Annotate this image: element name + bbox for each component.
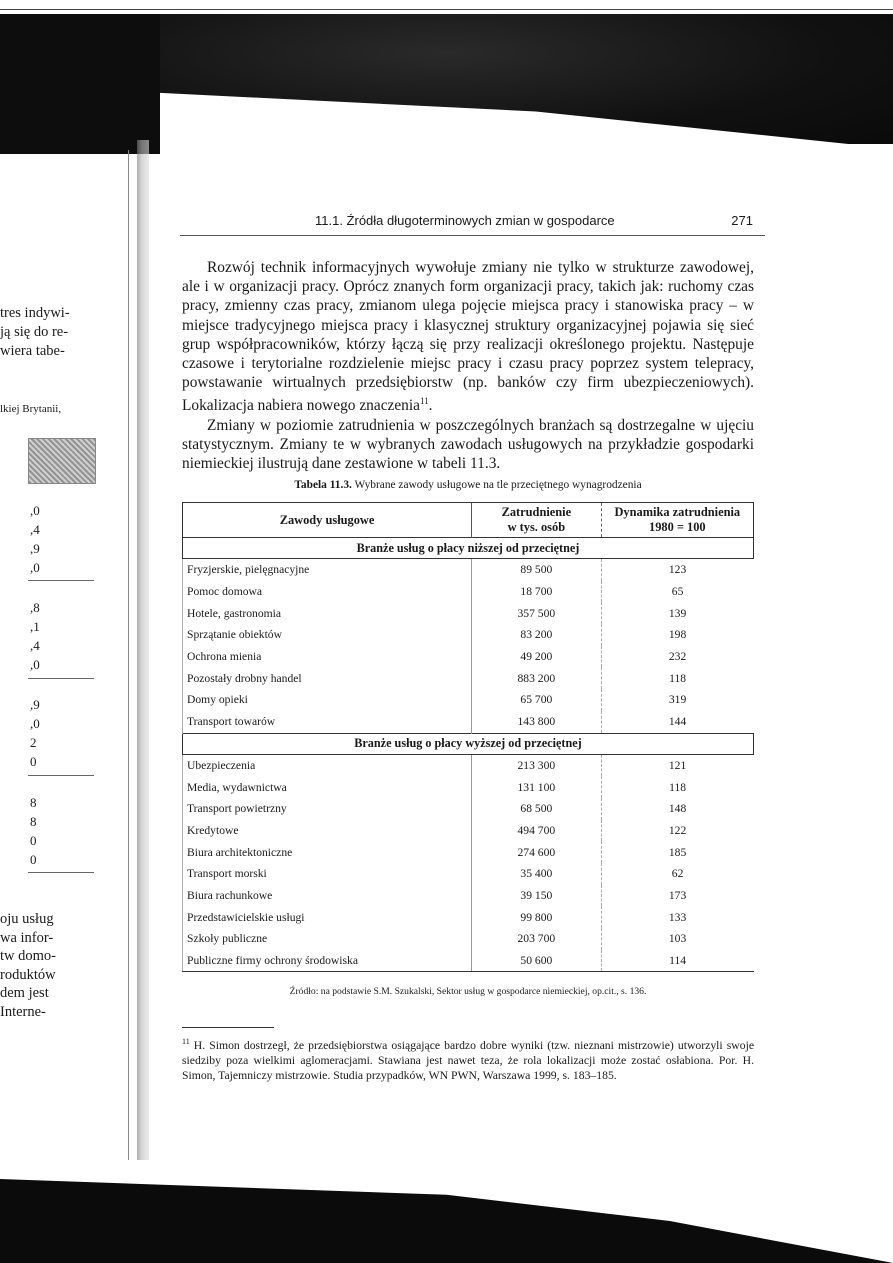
occupation-cell: Pozostały drobny handel <box>183 667 472 689</box>
employment-cell: 18 700 <box>472 581 602 603</box>
left-num: 8 <box>30 814 37 829</box>
left-num: ,9 <box>30 697 40 712</box>
employment-cell: 883 200 <box>472 667 602 689</box>
table-caption: Tabela 11.3. Wybrane zawody usługowe na tle przeciętnego wynagrodzenia <box>294 479 642 491</box>
occupation-cell: Ochrona mienia <box>183 646 472 668</box>
occupation-cell: Fryzjerskie, pielęgnacyjne <box>183 559 472 581</box>
paragraph-1: Rozwój technik informacyjnych wywołuje zmiany nie tylko w strukturze zawodowej, ale i w organizacji pracy. Oprócz znanych form organizacji pracy, takich jak: ruchomy czas pracy, zmienny czas pracy, zmianom ulega pojęcie miejsca pracy i stanowiska pracy – w miejsce tradycyjnego miejsca pracy i klasycznej struktury organizacyjnej pojawia się sieć grup współpracowników, którzy łączą się przy realizacji określonego projektu. Następuje czasowe i terytorialne rozdzielenie miejsc pracy i czasu pracy poprzez system telepracy, powstawanie wirtualnych przedsiębiorstw (np. banków czy firm ubezpieczeniowych). Lokalizacja nabiera nowego znaczenia$^{11}$. <box>182 259 754 415</box>
table-section-row <box>183 538 754 559</box>
header-dynamics: Dynamika zatrudnienia 1980 = 100 <box>601 503 753 538</box>
left-page-table-header <box>28 438 96 484</box>
left-divider <box>28 872 94 873</box>
occupation-cell: Transport towarów <box>183 711 472 733</box>
employment-cell: 274 600 <box>472 841 602 863</box>
table-row <box>183 885 754 907</box>
table-row <box>183 559 754 581</box>
occupation-cell: Transport morski <box>183 863 472 885</box>
scan-shadow-bottom <box>0 1158 893 1263</box>
left-num: ,0 <box>30 716 40 731</box>
occupation-cell: Przedstawicielskie usługi <box>183 906 472 928</box>
dynamics-cell: 121 <box>601 754 753 776</box>
employment-cell: 83 200 <box>472 624 602 646</box>
dynamics-cell: 123 <box>601 559 753 581</box>
scan-shadow-top-left <box>0 14 160 154</box>
table-row <box>183 667 754 689</box>
left-page-text-bottom: oju usług wa infor- tw domo- roduktów dem jest Interne- <box>0 911 56 1020</box>
left-divider <box>28 580 94 581</box>
left-divider <box>28 678 94 679</box>
table-row <box>183 711 754 733</box>
table-row <box>183 841 754 863</box>
occupation-cell: Kredytowe <box>183 820 472 842</box>
dynamics-cell: 122 <box>601 820 753 842</box>
table-row <box>183 581 754 603</box>
running-header <box>180 213 765 236</box>
footnote-ref: 11 <box>419 396 429 407</box>
dynamics-cell: 148 <box>601 798 753 820</box>
header-occupations: Zawody usługowe <box>183 503 472 538</box>
employment-cell: 143 800 <box>472 711 602 733</box>
page-number: 271 <box>731 213 753 228</box>
employment-cell: 65 700 <box>472 689 602 711</box>
employment-cell: 49 200 <box>472 646 602 668</box>
left-num: ,4 <box>30 638 40 653</box>
table-row <box>183 624 754 646</box>
left-num: ,1 <box>30 619 40 634</box>
table-row <box>183 950 754 972</box>
occupation-cell: Pomoc domowa <box>183 581 472 603</box>
table-row <box>183 754 754 776</box>
table-row <box>183 820 754 842</box>
dynamics-cell: 114 <box>601 950 753 972</box>
dynamics-cell: 173 <box>601 885 753 907</box>
dynamics-cell: 232 <box>601 646 753 668</box>
section-label: Branże usług o płacy niższej od przeciętnej <box>183 538 754 559</box>
employment-cell: 68 500 <box>472 798 602 820</box>
dynamics-cell: 198 <box>601 624 753 646</box>
section-label: Branże usług o płacy wyższej od przeciętnej <box>183 733 754 754</box>
employment-cell: 357 500 <box>472 602 602 624</box>
occupation-cell: Media, wydawnictwa <box>183 776 472 798</box>
table-row <box>183 689 754 711</box>
spine-line <box>128 150 129 1160</box>
employment-cell: 99 800 <box>472 906 602 928</box>
dynamics-cell: 319 <box>601 689 753 711</box>
left-num: ,0 <box>30 657 40 672</box>
dynamics-cell: 62 <box>601 863 753 885</box>
left-num: 8 <box>30 795 37 810</box>
occupation-cell: Ubezpieczenia <box>183 754 472 776</box>
footnote-rule <box>182 1027 274 1028</box>
services-table <box>182 502 754 972</box>
section-title: 11.1. Źródła długoterminowych zmian w gospodarce <box>315 213 615 228</box>
left-num: 0 <box>30 754 37 769</box>
table-row <box>183 776 754 798</box>
table-row <box>183 646 754 668</box>
left-num: ,4 <box>30 522 40 537</box>
left-num: 0 <box>30 852 37 867</box>
table-row <box>183 602 754 624</box>
left-num: ,9 <box>30 541 40 556</box>
body-text <box>182 258 754 473</box>
dynamics-cell: 185 <box>601 841 753 863</box>
occupation-cell: Biura architektoniczne <box>183 841 472 863</box>
occupation-cell: Szkoły publiczne <box>183 928 472 950</box>
left-num: 0 <box>30 833 37 848</box>
occupation-cell: Transport powietrzny <box>183 798 472 820</box>
employment-cell: 494 700 <box>472 820 602 842</box>
employment-cell: 213 300 <box>472 754 602 776</box>
dynamics-cell: 103 <box>601 928 753 950</box>
dynamics-cell: 144 <box>601 711 753 733</box>
dynamics-cell: 139 <box>601 602 753 624</box>
left-num: ,0 <box>30 560 40 575</box>
employment-cell: 203 700 <box>472 928 602 950</box>
dynamics-cell: 65 <box>601 581 753 603</box>
employment-cell: 39 150 <box>472 885 602 907</box>
footnote: $^{11}$ H. Simon dostrzegł, że przedsiębiorstwa osiągające bardzo dobre wyniki (tzw. nieznani mistrzowie) utworzyli swoje siedziby poza wielkimi aglomeracjami. Stawiana jest nawet teza, że rola lokalizacji może zostać osłabiona. Por. H. Simon, Tajemniczy mistrzowie. Studia przypadków, WN PWN, Warszawa 1999, s. 183–185. <box>182 1037 755 1082</box>
header-employment: Zatrudnienie w tys. osób <box>472 503 602 538</box>
book-spine-shadow <box>137 140 149 1160</box>
table-section-row <box>183 733 754 754</box>
left-num: ,8 <box>30 600 40 615</box>
employment-cell: 35 400 <box>472 863 602 885</box>
table-row <box>183 863 754 885</box>
scan-top-rule <box>0 9 893 10</box>
dynamics-cell: 133 <box>601 906 753 928</box>
table-row <box>183 906 754 928</box>
occupation-cell: Biura rachunkowe <box>183 885 472 907</box>
employment-cell: 50 600 <box>472 950 602 972</box>
table-row <box>183 928 754 950</box>
employment-cell: 89 500 <box>472 559 602 581</box>
table-row <box>183 798 754 820</box>
table-source: Źródło: na podstawie S.M. Szukalski, Sektor usług w gospodarce niemieckiej, op.cit., s. 136. <box>289 986 647 997</box>
left-page-note: lkiej Brytanii, <box>0 403 62 415</box>
dynamics-cell: 118 <box>601 667 753 689</box>
occupation-cell: Sprzątanie obiektów <box>183 624 472 646</box>
table-header-row <box>183 503 754 538</box>
occupation-cell: Publiczne firmy ochrony środowiska <box>183 950 472 972</box>
left-page-text-top: tres indywi- ją się do re- wiera tabe- <box>0 305 70 359</box>
paragraph-2: Zmiany w poziomie zatrudnienia w poszczególnych branżach są dostrzegalne w ujęciu statystycznym. Zmiany te w wybranych zawodach usługowych na przykładzie gospodarki niemieckiej ilustrują dane zestawione w tabeli 11.3. <box>182 416 754 473</box>
employment-cell: 131 100 <box>472 776 602 798</box>
left-divider <box>28 775 94 776</box>
left-num: ,0 <box>30 503 40 518</box>
occupation-cell: Domy opieki <box>183 689 472 711</box>
dynamics-cell: 118 <box>601 776 753 798</box>
occupation-cell: Hotele, gastronomia <box>183 602 472 624</box>
left-num: 2 <box>30 735 37 750</box>
